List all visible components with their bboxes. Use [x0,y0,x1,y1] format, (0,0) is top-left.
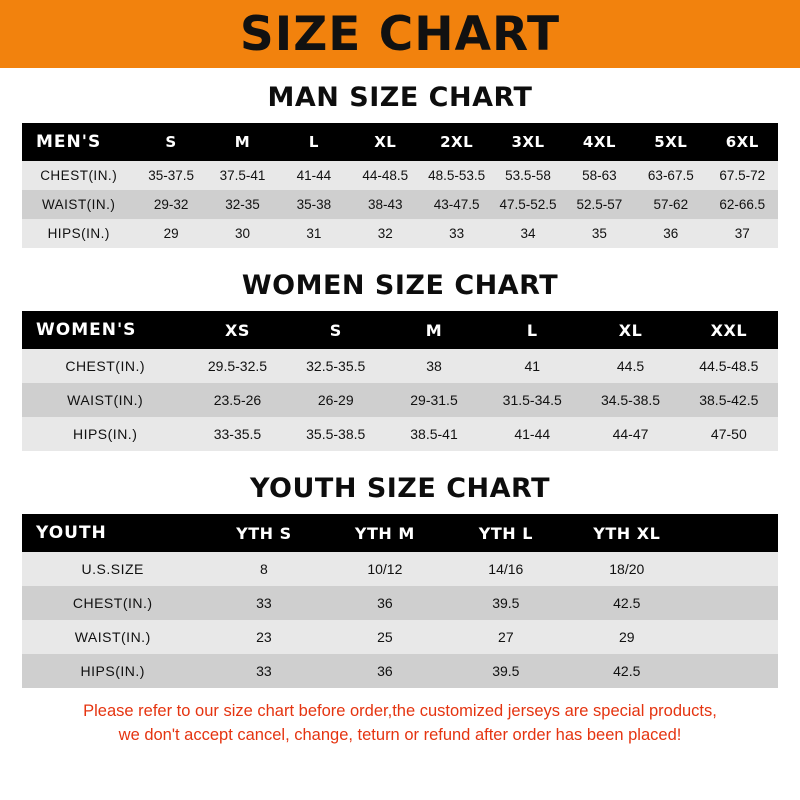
men-col-l: L [278,123,349,161]
women-table-header [22,311,778,349]
men-hips-l: 31 [278,219,349,248]
youth-head-label: YOUTH [22,514,203,552]
men-col-m: M [207,123,278,161]
men-chest-3xl: 53.5-58 [492,161,563,190]
women-hips-l: 41-44 [483,417,581,451]
men-hips-3xl: 34 [492,219,563,248]
header-banner [0,0,800,68]
table-row [22,620,778,654]
youth-row-label-ussize: U.S.SIZE [22,552,203,586]
men-waist-3xl: 47.5-52.5 [492,190,563,219]
men-row-label-hips: HIPS(IN.) [22,219,135,248]
women-col-xxl: XXL [680,311,778,349]
table-row [22,219,778,248]
men-hips-4xl: 35 [564,219,635,248]
women-hips-xxl: 47-50 [680,417,778,451]
women-section-title: WOMEN SIZE CHART [241,270,559,301]
men-section [0,82,800,248]
men-chest-xl: 44-48.5 [350,161,421,190]
youth-row-label-chest: CHEST(IN.) [22,586,203,620]
women-row-label-chest: CHEST(IN.) [22,349,188,383]
women-size-table [22,311,778,451]
table-row [22,190,778,219]
youth-hips-ythm: 36 [324,654,445,688]
men-chest-5xl: 63-67.5 [635,161,706,190]
women-waist-xs: 23.5-26 [188,383,286,417]
table-row [22,654,778,688]
youth-chest-ythxl: 42.5 [566,586,687,620]
youth-hips-ythxl: 42.5 [566,654,687,688]
youth-section [0,473,800,688]
men-col-5xl: 5XL [635,123,706,161]
youth-waist-ythl: 27 [445,620,566,654]
youth-chest-ythm: 36 [324,586,445,620]
table-row [22,349,778,383]
men-col-2xl: 2XL [421,123,492,161]
men-section-title: MAN SIZE CHART [267,82,533,113]
youth-chest-ythl: 39.5 [445,586,566,620]
women-chest-xs: 29.5-32.5 [188,349,286,383]
women-row-label-hips: HIPS(IN.) [22,417,188,451]
youth-row-label-hips: HIPS(IN.) [22,654,203,688]
men-waist-2xl: 43-47.5 [421,190,492,219]
men-hips-s: 29 [135,219,206,248]
table-header-row [22,311,778,349]
women-row-label-waist: WAIST(IN.) [22,383,188,417]
youth-waist-yths: 23 [203,620,324,654]
page-title: SIZE CHART [239,6,561,62]
men-chest-s: 35-37.5 [135,161,206,190]
women-hips-xl: 44-47 [581,417,679,451]
men-waist-6xl: 62-66.5 [707,190,778,219]
men-head-label: MEN'S [22,123,135,161]
youth-col-spacer [687,514,778,552]
men-hips-6xl: 37 [707,219,778,248]
table-header-row [22,514,778,552]
women-waist-m: 29-31.5 [385,383,483,417]
women-chest-s: 32.5-35.5 [287,349,385,383]
men-col-4xl: 4XL [564,123,635,161]
youth-row-label-waist: WAIST(IN.) [22,620,203,654]
men-col-3xl: 3XL [492,123,563,161]
footer-note [0,688,800,748]
women-col-m: M [385,311,483,349]
youth-size-table [22,514,778,688]
women-col-s: S [287,311,385,349]
youth-section-title: YOUTH SIZE CHART [249,473,551,504]
women-hips-s: 35.5-38.5 [287,417,385,451]
women-waist-xxl: 38.5-42.5 [680,383,778,417]
youth-waist-spacer [687,620,778,654]
men-row-label-waist: WAIST(IN.) [22,190,135,219]
youth-hips-spacer [687,654,778,688]
footer-note-line1: Please refer to our size chart before order,the customized jerseys are special products, [83,702,717,720]
men-row-label-chest: CHEST(IN.) [22,161,135,190]
men-waist-l: 35-38 [278,190,349,219]
youth-waist-ythm: 25 [324,620,445,654]
men-chest-m: 37.5-41 [207,161,278,190]
youth-ussize-ythxl: 18/20 [566,552,687,586]
men-table-header [22,123,778,161]
youth-table-header [22,514,778,552]
men-chest-l: 41-44 [278,161,349,190]
youth-ussize-spacer [687,552,778,586]
table-header-row [22,123,778,161]
women-waist-xl: 34.5-38.5 [581,383,679,417]
men-waist-m: 32-35 [207,190,278,219]
women-col-l: L [483,311,581,349]
youth-col-ythxl: YTH XL [566,514,687,552]
youth-ussize-ythl: 14/16 [445,552,566,586]
women-chest-xl: 44.5 [581,349,679,383]
youth-hips-ythl: 39.5 [445,654,566,688]
women-hips-m: 38.5-41 [385,417,483,451]
men-chest-2xl: 48.5-53.5 [421,161,492,190]
women-col-xl: XL [581,311,679,349]
table-row [22,383,778,417]
men-col-s: S [135,123,206,161]
men-chest-4xl: 58-63 [564,161,635,190]
youth-col-ythl: YTH L [445,514,566,552]
women-head-label: WOMEN'S [22,311,188,349]
youth-col-yths: YTH S [203,514,324,552]
youth-waist-ythxl: 29 [566,620,687,654]
table-row [22,161,778,190]
men-size-table [22,123,778,248]
women-hips-xs: 33-35.5 [188,417,286,451]
table-row [22,552,778,586]
table-row [22,417,778,451]
women-chest-xxl: 44.5-48.5 [680,349,778,383]
women-section [0,270,800,451]
men-waist-5xl: 57-62 [635,190,706,219]
youth-hips-yths: 33 [203,654,324,688]
men-hips-2xl: 33 [421,219,492,248]
youth-chest-yths: 33 [203,586,324,620]
women-chest-m: 38 [385,349,483,383]
men-chest-6xl: 67.5-72 [707,161,778,190]
youth-chest-spacer [687,586,778,620]
men-hips-5xl: 36 [635,219,706,248]
women-waist-l: 31.5-34.5 [483,383,581,417]
women-chest-l: 41 [483,349,581,383]
table-row [22,586,778,620]
women-col-xs: XS [188,311,286,349]
women-waist-s: 26-29 [287,383,385,417]
men-col-xl: XL [350,123,421,161]
youth-ussize-ythm: 10/12 [324,552,445,586]
men-col-6xl: 6XL [707,123,778,161]
men-hips-xl: 32 [350,219,421,248]
men-waist-4xl: 52.5-57 [564,190,635,219]
men-waist-xl: 38-43 [350,190,421,219]
men-hips-m: 30 [207,219,278,248]
youth-ussize-yths: 8 [203,552,324,586]
footer-note-line2: we don't accept cancel, change, teturn or refund after order has been placed! [118,725,682,744]
youth-col-ythm: YTH M [324,514,445,552]
men-waist-s: 29-32 [135,190,206,219]
